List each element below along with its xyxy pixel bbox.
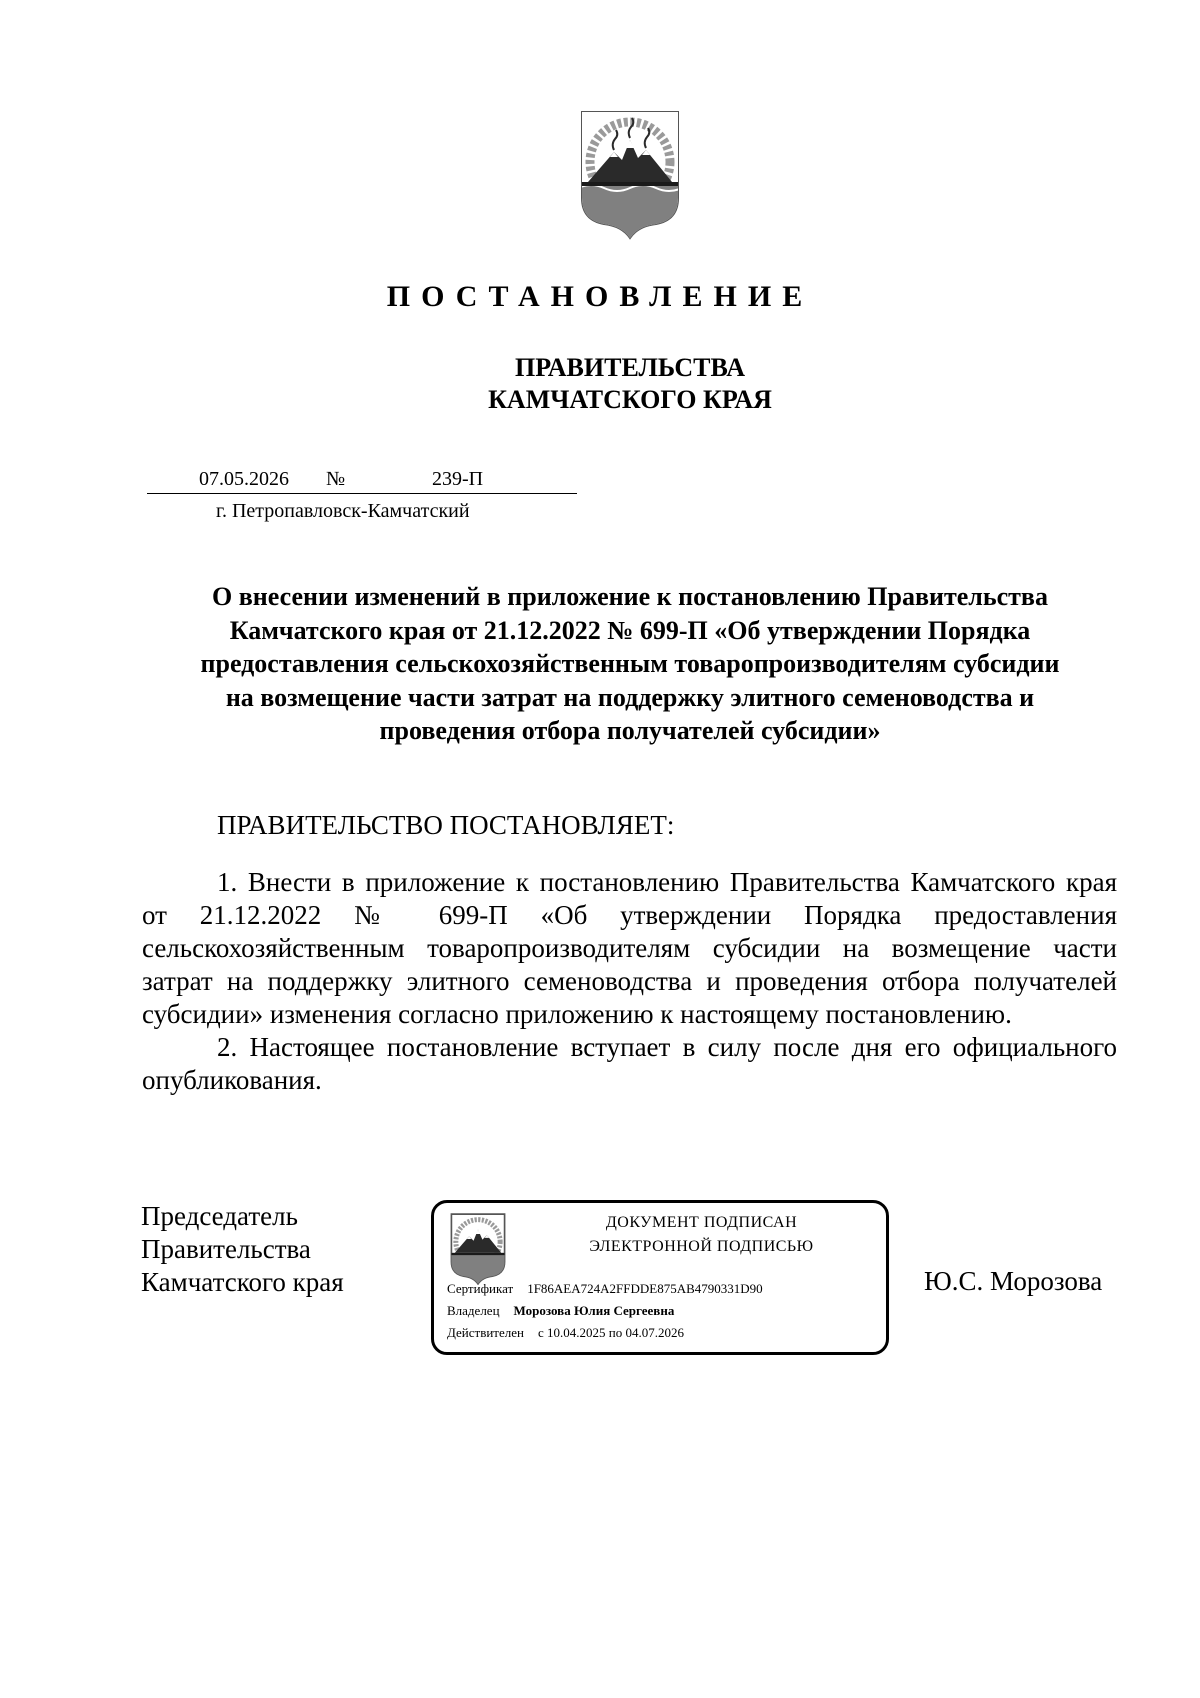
signatory-position	[141, 1200, 344, 1299]
valid-to-date: 04.07.2026	[625, 1325, 684, 1340]
body-line: субсидии» изменения согласно приложению к настоящему постановлению.	[142, 999, 1012, 1029]
registration-date: 07.05.2026	[147, 468, 292, 494]
validity-label: Действителен	[447, 1325, 524, 1340]
stamp-heading-line: ДОКУМЕНТ ПОДПИСАН	[605, 1214, 798, 1231]
body-line: сельскохозяйственным товаропроизводителям субсидии на возмещение части	[142, 933, 1117, 963]
stamp-validity-row	[447, 1325, 684, 1341]
stamp-heading	[524, 1211, 879, 1259]
body-line: от 21.12.2022 № 699-П «Об утверждении Порядка предоставления	[142, 900, 1117, 930]
city: г. Петропавловск-Камчатский	[216, 500, 470, 522]
document-type: ПОСТАНОВЛЕНИЕ	[386, 280, 814, 313]
title-line: О внесении изменений в приложение к постановлению Правительства	[212, 582, 1048, 611]
authority-line: КАМЧАТСКОГО КРАЯ	[488, 385, 772, 414]
certificate-number: 1F86AEA724A2FFDDE875AB4790331D90	[527, 1281, 763, 1296]
kamchatka-coat-of-arms-icon	[578, 110, 682, 240]
signatory-name: Ю.С. Морозова	[924, 1266, 1103, 1296]
stamp-owner-row	[447, 1303, 674, 1319]
authority-line: ПРАВИТЕЛЬСТВА	[515, 353, 745, 382]
title-line: на возмещение части затрат на поддержку элитного семеноводства и	[225, 682, 1035, 712]
document-title	[100, 580, 1160, 748]
valid-to-prefix: по	[608, 1325, 623, 1340]
body-line: 2. Настоящее постановление вступает в силу после дня его официального	[217, 1032, 1117, 1062]
stamp-heading-line: ЭЛЕКТРОННОЙ ПОДПИСЬЮ	[589, 1238, 814, 1255]
owner-name: Морозова Юлия Сергеевна	[513, 1303, 675, 1318]
certificate-label: Сертификат	[447, 1281, 514, 1296]
title-line: предоставления сельскохозяйственным товаропроизводителям субсидии	[200, 649, 1060, 678]
body-line: затрат на поддержку элитного семеноводства и проведения отбора получателей	[142, 966, 1117, 996]
owner-label: Владелец	[447, 1303, 500, 1318]
title-line: Камчатского края от 21.12.2022 № 699-П «Об утверждении Порядка	[229, 615, 1031, 645]
kamchatka-coat-of-arms-icon	[448, 1213, 508, 1285]
valid-from-prefix: с	[537, 1325, 544, 1340]
issuing-authority	[0, 352, 1200, 416]
title-line: проведения отбора получателей субсидии»	[379, 716, 881, 745]
electronic-signature-stamp	[431, 1200, 889, 1355]
resolution-body	[142, 866, 1117, 1097]
valid-from-date: 10.04.2025	[547, 1325, 606, 1340]
position-line: Правительства	[141, 1234, 311, 1264]
body-line: 1. Внести в приложение к постановлению Правительства Камчатского края	[217, 867, 1117, 897]
position-line: Камчатского края	[141, 1267, 344, 1297]
registration-number: 239-П	[352, 468, 577, 494]
position-line: Председатель	[141, 1201, 298, 1231]
body-line: опубликования.	[142, 1065, 322, 1095]
stamp-certificate-row	[447, 1281, 763, 1297]
decree-clause: ПРАВИТЕЛЬСТВО ПОСТАНОВЛЯЕТ:	[217, 810, 675, 840]
registration-number-label: №	[292, 468, 352, 494]
